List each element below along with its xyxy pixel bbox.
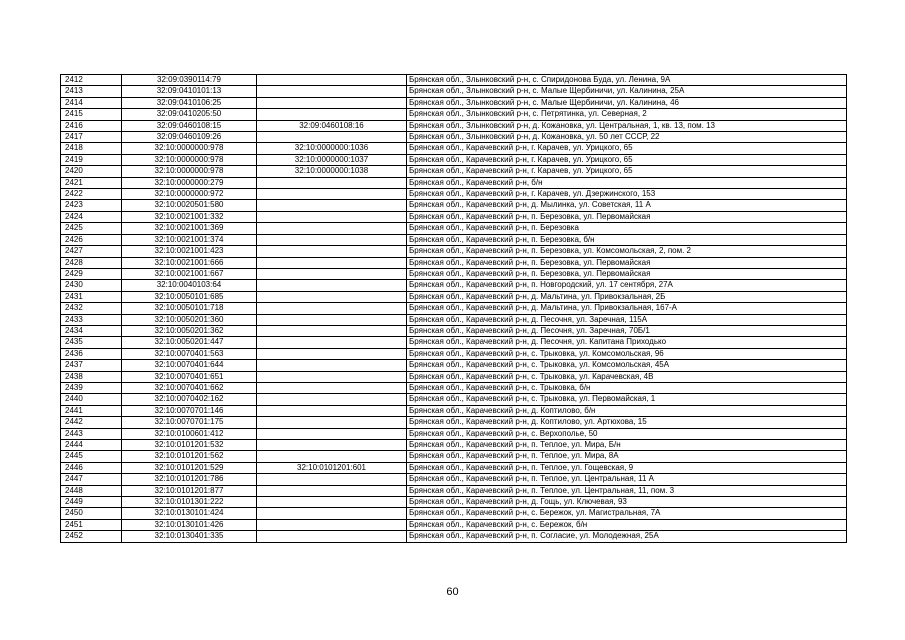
address-cell: Брянская обл., Карачевский р-н, б/н [407,177,847,188]
table-row [61,417,847,428]
related-cadastral-number-cell [257,97,407,108]
row-number-cell: 2444 [61,440,122,451]
related-cadastral-number-cell: 32:10:0000000:1038 [257,166,407,177]
table-row [61,154,847,165]
address-cell: Брянская обл., Карачевский р-н, с. Верхополье, 50 [407,428,847,439]
cadastral-number-cell: 32:10:0130101:424 [122,508,257,519]
related-cadastral-number-cell [257,531,407,542]
table-row [61,280,847,291]
related-cadastral-number-cell [257,75,407,86]
address-cell: Брянская обл., Карачевский р-н, с. Бережок, б/н [407,519,847,530]
related-cadastral-number-cell [257,405,407,416]
address-cell: Брянская обл., Злынковский р-н, с. Петрятинка, ул. Северная, 2 [407,109,847,120]
related-cadastral-number-cell [257,497,407,508]
cadastral-number-cell: 32:10:0050201:360 [122,314,257,325]
table-row [61,519,847,530]
address-cell: Брянская обл., Карачевский р-н, п. Березовка, ул. Первомайская [407,268,847,279]
address-cell: Брянская обл., Карачевский р-н, д. Гощь, ул. Ключевая, 93 [407,497,847,508]
cadastral-number-cell: 32:10:0070701:146 [122,405,257,416]
cadastral-number-cell: 32:10:0021001:423 [122,246,257,257]
address-cell: Брянская обл., Карачевский р-н, п. Теплое, ул. Мира, 8А [407,451,847,462]
cadastral-number-cell: 32:10:0101201:877 [122,485,257,496]
address-cell: Брянская обл., Карачевский р-н, п. Березовка [407,223,847,234]
row-number-cell: 2437 [61,360,122,371]
cadastral-number-cell: 32:09:0410101:13 [122,86,257,97]
row-number-cell: 2412 [61,75,122,86]
cadastral-number-cell: 32:10:0070402:162 [122,394,257,405]
table-row [61,268,847,279]
row-number-cell: 2425 [61,223,122,234]
cadastral-number-cell: 32:10:0101201:529 [122,462,257,473]
row-number-cell: 2423 [61,200,122,211]
row-number-cell: 2427 [61,246,122,257]
related-cadastral-number-cell [257,211,407,222]
cadastral-number-cell: 32:09:0460109:26 [122,132,257,143]
table-row [61,508,847,519]
address-cell: Брянская обл., Карачевский р-н, д. Песочня, ул. Капитана Приходько [407,337,847,348]
cadastral-number-cell: 32:10:0021001:666 [122,257,257,268]
cadastral-number-cell: 32:10:0000000:972 [122,189,257,200]
cadastral-number-cell: 32:10:0050101:718 [122,303,257,314]
cadastral-number-cell: 32:10:0130101:426 [122,519,257,530]
page-number: 60 [446,586,459,598]
row-number-cell: 2422 [61,189,122,200]
table-row [61,325,847,336]
related-cadastral-number-cell [257,132,407,143]
related-cadastral-number-cell [257,474,407,485]
table-row [61,451,847,462]
related-cadastral-number-cell [257,280,407,291]
registry-body [61,75,847,543]
cadastral-number-cell: 32:10:0070401:651 [122,371,257,382]
related-cadastral-number-cell [257,394,407,405]
related-cadastral-number-cell: 32:09:0460108:16 [257,120,407,131]
cadastral-number-cell: 32:10:0000000:978 [122,166,257,177]
table-row [61,405,847,416]
table-row [61,109,847,120]
address-cell: Брянская обл., Злынковский р-н, д. Кожановка, ул. Центральная, 1, кв. 13, пом. 13 [407,120,847,131]
table-row [61,291,847,302]
related-cadastral-number-cell [257,268,407,279]
related-cadastral-number-cell [257,223,407,234]
row-number-cell: 2442 [61,417,122,428]
related-cadastral-number-cell [257,246,407,257]
cadastral-number-cell: 32:10:0050101:685 [122,291,257,302]
address-cell: Брянская обл., Карачевский р-н, д. Коптилово, б/н [407,405,847,416]
row-number-cell: 2429 [61,268,122,279]
cadastral-number-cell: 32:10:0070701:175 [122,417,257,428]
cadastral-number-cell: 32:09:0460108:15 [122,120,257,131]
address-cell: Брянская обл., Карачевский р-н, п. Теплое, ул. Центральная, 11 А [407,474,847,485]
cadastral-number-cell: 32:10:0050201:447 [122,337,257,348]
row-number-cell: 2433 [61,314,122,325]
related-cadastral-number-cell [257,109,407,120]
row-number-cell: 2413 [61,86,122,97]
address-cell: Брянская обл., Карачевский р-н, г. Карачев, ул. Урицкого, 65 [407,143,847,154]
cadastral-number-cell: 32:10:0101201:532 [122,440,257,451]
row-number-cell: 2415 [61,109,122,120]
row-number-cell: 2424 [61,211,122,222]
cadastral-number-cell: 32:09:0410205:50 [122,109,257,120]
address-cell: Брянская обл., Карачевский р-н, п. Березовка, ул. Комсомольская, 2, пом. 2 [407,246,847,257]
cadastral-number-cell: 32:10:0000000:978 [122,143,257,154]
cadastral-number-cell: 32:10:0070401:644 [122,360,257,371]
table-row [61,200,847,211]
row-number-cell: 2441 [61,405,122,416]
cadastral-number-cell: 32:10:0100601:412 [122,428,257,439]
table-row [61,360,847,371]
table-row [61,485,847,496]
related-cadastral-number-cell [257,371,407,382]
related-cadastral-number-cell [257,508,407,519]
table-row [61,132,847,143]
address-cell: Брянская обл., Карачевский р-н, п. Теплое, ул. Центральная, 11, пом. 3 [407,485,847,496]
related-cadastral-number-cell: 32:10:0101201:601 [257,462,407,473]
address-cell: Брянская обл., Карачевский р-н, п. Березовка, ул. Первомайская [407,257,847,268]
row-number-cell: 2443 [61,428,122,439]
table-row [61,531,847,542]
row-number-cell: 2434 [61,325,122,336]
row-number-cell: 2451 [61,519,122,530]
cadastral-number-cell: 32:10:0070401:662 [122,382,257,393]
related-cadastral-number-cell: 32:10:0000000:1037 [257,154,407,165]
related-cadastral-number-cell [257,325,407,336]
address-cell: Брянская обл., Карачевский р-н, д. Мальтина, ул. Привокзальная, 167-А [407,303,847,314]
related-cadastral-number-cell [257,314,407,325]
related-cadastral-number-cell [257,337,407,348]
address-cell: Брянская обл., Карачевский р-н, с. Трыковка, б/н [407,382,847,393]
row-number-cell: 2447 [61,474,122,485]
cadastral-number-cell: 32:10:0101301:222 [122,497,257,508]
address-cell: Брянская обл., Карачевский р-н, д. Песочня, ул. Заречная, 115А [407,314,847,325]
table-row [61,86,847,97]
table-row [61,440,847,451]
cadastral-number-cell: 32:10:0021001:667 [122,268,257,279]
table-row [61,97,847,108]
address-cell: Брянская обл., Карачевский р-н, г. Карачев, ул. Урицкого, 65 [407,154,847,165]
related-cadastral-number-cell [257,360,407,371]
related-cadastral-number-cell [257,485,407,496]
row-number-cell: 2428 [61,257,122,268]
address-cell: Брянская обл., Карачевский р-н, с. Трыковка, ул. Комсомольская, 45А [407,360,847,371]
cadastral-number-cell: 32:10:0000000:978 [122,154,257,165]
address-cell: Брянская обл., Карачевский р-н, с. Трыковка, ул. Карачевская, 4В [407,371,847,382]
row-number-cell: 2435 [61,337,122,348]
address-cell: Брянская обл., Злынковский р-н, д. Кожановка, ул. 50 лет СССР, 22 [407,132,847,143]
related-cadastral-number-cell [257,428,407,439]
related-cadastral-number-cell [257,348,407,359]
row-number-cell: 2421 [61,177,122,188]
row-number-cell: 2445 [61,451,122,462]
row-number-cell: 2414 [61,97,122,108]
table-row [61,223,847,234]
row-number-cell: 2446 [61,462,122,473]
row-number-cell: 2432 [61,303,122,314]
address-cell: Брянская обл., Злынковский р-н, с. Спиридонова Буда, ул. Ленина, 9А [407,75,847,86]
row-number-cell: 2440 [61,394,122,405]
address-cell: Брянская обл., Карачевский р-н, д. Мылинка, ул. Советская, 11 А [407,200,847,211]
table-row [61,143,847,154]
row-number-cell: 2449 [61,497,122,508]
row-number-cell: 2450 [61,508,122,519]
table-row [61,303,847,314]
table-row [61,348,847,359]
related-cadastral-number-cell [257,303,407,314]
address-cell: Брянская обл., Карачевский р-н, д. Коптилово, ул. Артюхова, 15 [407,417,847,428]
address-cell: Брянская обл., Карачевский р-н, с. Трыковка, ул. Первомайская, 1 [407,394,847,405]
table-row [61,382,847,393]
related-cadastral-number-cell [257,291,407,302]
related-cadastral-number-cell [257,86,407,97]
address-cell: Брянская обл., Карачевский р-н, с. Трыковка, ул. Комсомольская, 96 [407,348,847,359]
cadastral-number-cell: 32:10:0130401:335 [122,531,257,542]
cadastral-number-cell: 32:10:0021001:332 [122,211,257,222]
cadastral-number-cell: 32:10:0050201:362 [122,325,257,336]
related-cadastral-number-cell [257,440,407,451]
table-row [61,246,847,257]
related-cadastral-number-cell [257,519,407,530]
table-row [61,462,847,473]
related-cadastral-number-cell [257,382,407,393]
related-cadastral-number-cell [257,189,407,200]
cadastral-number-cell: 32:10:0101201:562 [122,451,257,462]
row-number-cell: 2431 [61,291,122,302]
related-cadastral-number-cell [257,234,407,245]
related-cadastral-number-cell: 32:10:0000000:1036 [257,143,407,154]
related-cadastral-number-cell [257,200,407,211]
row-number-cell: 2418 [61,143,122,154]
related-cadastral-number-cell [257,177,407,188]
table-row [61,189,847,200]
row-number-cell: 2430 [61,280,122,291]
address-cell: Брянская обл., Карачевский р-н, п. Согласие, ул. Молодежная, 25А [407,531,847,542]
row-number-cell: 2438 [61,371,122,382]
address-cell: Брянская обл., Карачевский р-н, п. Теплое, ул. Гощевская, 9 [407,462,847,473]
table-row [61,257,847,268]
table-row [61,337,847,348]
cadastral-number-cell: 32:09:0390114:79 [122,75,257,86]
row-number-cell: 2452 [61,531,122,542]
cadastral-number-cell: 32:10:0040103:64 [122,280,257,291]
row-number-cell: 2420 [61,166,122,177]
cadastral-number-cell: 32:10:0020501:580 [122,200,257,211]
address-cell: Брянская обл., Злынковский р-н, с. Малые Щербиничи, ул. Калинина, 46 [407,97,847,108]
table-row [61,497,847,508]
address-cell: Брянская обл., Карачевский р-н, п. Березовка, ул. Первомайская [407,211,847,222]
address-cell: Брянская обл., Карачевский р-н, г. Карачев, ул. Урицкого, 65 [407,166,847,177]
cadastral-number-cell: 32:09:0410106:25 [122,97,257,108]
address-cell: Брянская обл., Злынковский р-н, с. Малые Щербиничи, ул. Калинина, 25А [407,86,847,97]
table-row [61,234,847,245]
cadastral-number-cell: 32:10:0000000:279 [122,177,257,188]
table-row [61,75,847,86]
table-row [61,371,847,382]
cadastral-number-cell: 32:10:0021001:374 [122,234,257,245]
address-cell: Брянская обл., Карачевский р-н, п. Березовка, б/н [407,234,847,245]
cadastral-number-cell: 32:10:0070401:563 [122,348,257,359]
row-number-cell: 2419 [61,154,122,165]
table-row [61,166,847,177]
address-cell: Брянская обл., Карачевский р-н, п. Новгородский, ул. 17 сентября, 27А [407,280,847,291]
address-cell: Брянская обл., Карачевский р-н, д. Мальтина, ул. Привокзальная, 2Б [407,291,847,302]
row-number-cell: 2439 [61,382,122,393]
table-row [61,394,847,405]
related-cadastral-number-cell [257,451,407,462]
table-row [61,474,847,485]
table-row [61,428,847,439]
registry-table [60,74,847,543]
address-cell: Брянская обл., Карачевский р-н, с. Бережок, ул. Магистральная, 7А [407,508,847,519]
row-number-cell: 2417 [61,132,122,143]
cadastral-number-cell: 32:10:0021001:369 [122,223,257,234]
table-row [61,177,847,188]
table-row [61,314,847,325]
address-cell: Брянская обл., Карачевский р-н, д. Песочня, ул. Заречная, 70Б/1 [407,325,847,336]
related-cadastral-number-cell [257,257,407,268]
table-row [61,120,847,131]
row-number-cell: 2448 [61,485,122,496]
row-number-cell: 2426 [61,234,122,245]
address-cell: Брянская обл., Карачевский р-н, г. Карачев, ул. Дзержинского, 153 [407,189,847,200]
row-number-cell: 2416 [61,120,122,131]
table-row [61,211,847,222]
cadastral-number-cell: 32:10:0101201:786 [122,474,257,485]
address-cell: Брянская обл., Карачевский р-н, п. Теплое, ул. Мира, Б/н [407,440,847,451]
row-number-cell: 2436 [61,348,122,359]
related-cadastral-number-cell [257,417,407,428]
